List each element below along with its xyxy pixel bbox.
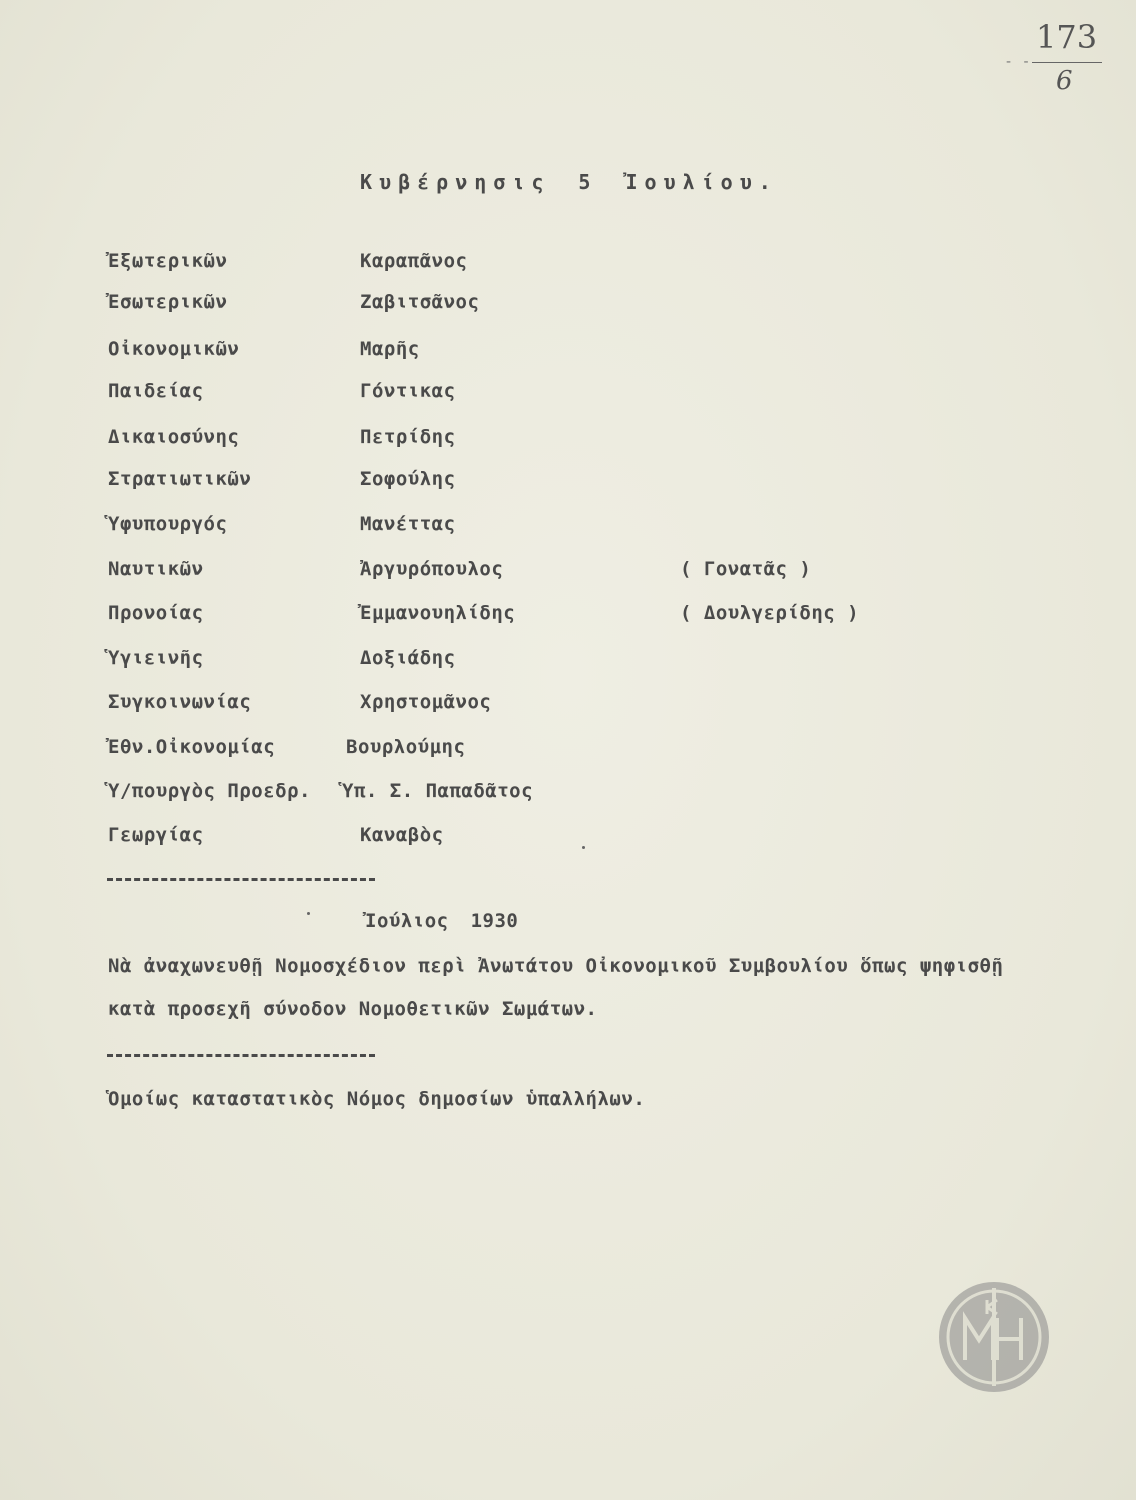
ministry-name: Ἐθν.Οἰκονομίας [108,736,276,758]
cabinet-row [0,513,1136,543]
ministry-name: Ναυτικῶν [108,558,204,580]
minister-name: Καραπᾶνος [360,250,468,272]
ministry-name: Ὑγιεινῆς [108,647,204,669]
minister-name: Καναβὸς [360,824,444,846]
minister-name: Πετρίδης [360,426,456,448]
ministry-name: Ἐξωτερικῶν [108,250,228,272]
minister-name: Ἀργυρόπουλος [360,558,504,580]
minister-note: ( Δουλγερίδης ) [680,602,860,624]
minister-name: Γόντικας [360,380,456,402]
cabinet-row [0,426,1136,456]
separator-line [107,878,375,881]
ministry-name: Οἰκονομικῶν [108,338,240,360]
ministry-name: Γεωργίας [108,824,204,846]
minister-name: Ἐμμανουηλίδης [360,602,516,624]
document-title [360,170,806,194]
title-month: Ἰουλίου. [625,170,778,194]
cabinet-row [0,250,1136,280]
minister-name: Ὑπ. Σ. Παπαδᾶτος [342,780,534,802]
minister-name: Σοφούλης [360,468,456,490]
title-word-government: Κυβέρνησις [360,170,551,194]
ministry-name: Προνοίας [108,602,204,624]
cabinet-row [0,338,1136,368]
ministry-name: Συγκοινωνίας [108,691,252,713]
paragraph-line-2: κατὰ προσεχῆ σύνοδον Νομοθετικῶν Σωμάτων. [108,998,598,1020]
cabinet-row [0,780,1136,810]
ink-speck [582,846,585,849]
cabinet-row [0,602,1136,632]
minister-name: Ζαβιτσᾶνος [360,291,480,313]
closing-line: Ὁμοίως καταστατικὸς Νόμος δημοσίων ὑπαλλήλων. [108,1088,646,1110]
ministry-name: Παιδείας [108,380,204,402]
minister-name: Μανέττας [360,513,456,535]
folio-divider [1032,62,1102,63]
minister-name: Μαρῆς [360,338,420,360]
minister-name: Χρηστομᾶνος [360,691,492,713]
cabinet-row [0,468,1136,498]
separator-line [107,1054,375,1057]
cabinet-row [0,647,1136,677]
folio-sub-number: 6 [1056,66,1073,96]
ministry-name: Ὑφυπουργός [108,513,228,535]
folio-dashes: - - [1006,54,1033,70]
cabinet-row [0,691,1136,721]
archive-seal-icon [935,1278,1053,1396]
cabinet-row [0,291,1136,321]
folio-number [1006,12,1106,102]
ministry-name: Ἐσωτερικῶν [108,291,228,313]
minister-name: Δοξιάδης [360,647,456,669]
title-day: 5 [578,170,598,194]
cabinet-row [0,380,1136,410]
date-month: Ἰούλιος [365,910,449,932]
ministry-name: Δικαιοσύνης [108,426,240,448]
date-line [365,910,518,932]
minister-name: Βουρλούμης [346,736,466,758]
folio-main-number: 173 [1036,18,1098,56]
ministry-name: Ὑ/πουργὸς Προεδρ. [108,780,311,802]
cabinet-row [0,558,1136,588]
cabinet-row [0,736,1136,766]
ink-speck [307,912,310,915]
ministry-name: Στρατιωτικῶν [108,468,252,490]
paragraph-line-1: Νὰ ἀναχωνευθῇ Νομοσχέδιον περὶ Ἀνωτάτου Οἰκονομικοῦ Συμβουλίου ὅπως ψηφισθῇ [108,955,1004,977]
cabinet-row [0,824,1136,854]
date-year: 1930 [470,910,519,932]
minister-note: ( Γονατᾶς ) [680,558,812,580]
